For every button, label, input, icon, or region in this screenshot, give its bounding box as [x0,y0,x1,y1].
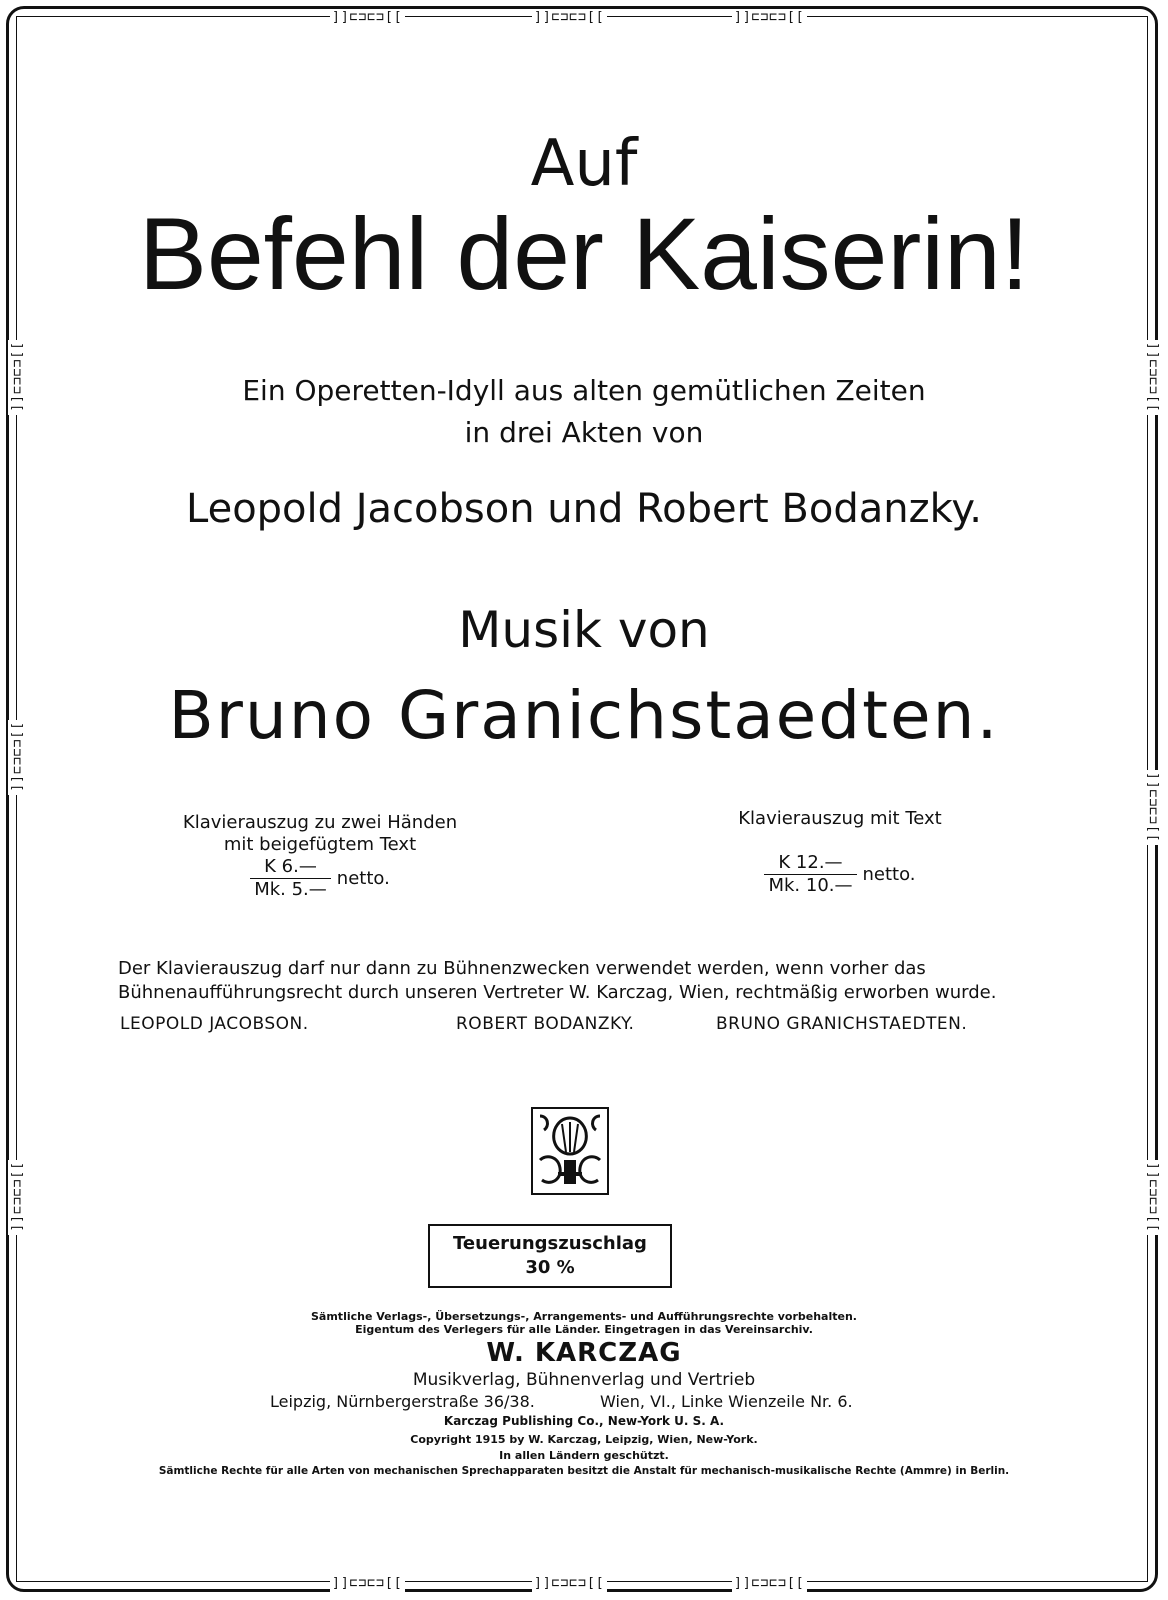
border-ornament: ]]⊏⊐⊏⊐[[ [534,1576,605,1591]
border-ornament: ]]⊏⊐⊏⊐[[ [332,10,403,25]
border-ornament: ]]⊏⊐⊏⊐[[ [9,1162,24,1233]
subtitle-line-2: in drei Akten von [464,416,704,449]
netto-label: netto. [862,863,916,885]
border-ornament: ]]⊏⊐⊏⊐[[ [1145,342,1160,413]
surcharge-percent: 30 % [525,1257,575,1278]
address-wien: Wien, VI., Linke Wienzeile Nr. 6. [600,1392,853,1411]
border-ornament: ]]⊏⊐⊏⊐[[ [9,722,24,793]
copyright-line: Copyright 1915 by W. Karczag, Leipzig, Wien, New-York. [410,1433,758,1446]
publisher-logo-icon [530,1106,610,1196]
edition-label: Klavierauszug mit Text [738,808,942,829]
signature-bodanzky: ROBERT BODANZKY. [456,1014,635,1034]
border-ornament: ]]⊏⊐⊏⊐[[ [9,342,24,413]
price-fraction [764,852,856,897]
stage-rights-notice-line-2: Bühnenaufführungsrecht durch unseren Vertreter W. Karczag, Wien, rechtmäßig erworben wurde. [118,982,997,1003]
edition-piano-with-text [690,808,990,897]
signature-granichstaedten: BRUNO GRANICHSTAEDTEN. [716,1014,968,1034]
title-line-1: Auf [530,127,638,201]
subtitle-line-1: Ein Operetten-Idyll aus alten gemütlichen Zeiten [242,374,926,407]
newyork-branch: Karczag Publishing Co., New-York U. S. A. [443,1414,725,1428]
border-ornament: ]]⊏⊐⊏⊐[[ [534,10,605,25]
rights-reserved: Sämtliche Verlags-, Übersetzungs-, Arrangements- und Aufführungsrechte vorbehalten. [311,1310,857,1323]
music-by-label: Musik von [458,601,710,659]
price-mark: Mk. 10.— [768,875,853,896]
border-ornament: ]]⊏⊐⊏⊐[[ [332,1576,403,1591]
publisher-name: W. KARCZAG [486,1338,682,1368]
publisher-description: Musikverlag, Bühnenverlag und Vertrieb [412,1370,756,1390]
border-ornament: ]]⊏⊐⊏⊐[[ [1145,772,1160,843]
composer-name: Bruno Granichstaedten. [168,677,1000,754]
edition-label: Klavierauszug zu zwei Händen [182,812,458,833]
ownership-notice: Eigentum des Verlegers für alle Länder. Eingetragen in das Vereinsarchiv. [355,1323,813,1336]
price-mark: Mk. 5.— [254,879,327,900]
surcharge-label: Teuerungszuschlag [453,1233,647,1254]
address-leipzig: Leipzig, Nürnbergerstraße 36/38. [270,1392,535,1411]
edition-label-sub [690,830,990,852]
border-ornament: ]]⊏⊐⊏⊐[[ [734,10,805,25]
title-line-2: Befehl der Kaiserin! [138,197,1030,311]
price-kronen: K 12.— [764,852,856,875]
edition-label-sub: mit beigefügtem Text [223,834,417,855]
protection-notice: In allen Ländern geschützt. [499,1449,669,1462]
mechanical-rights-notice: Sämtliche Rechte für alle Arten von mechanischen Sprechapparaten besitzt die Anstalt für mechanisch-musikalische Rechte (Ammre) in Berlin. [158,1465,1010,1477]
border-ornament: ]]⊏⊐⊏⊐[[ [1145,1162,1160,1233]
librettists: Leopold Jacobson und Robert Bodanzky. [186,486,982,532]
signature-jacobson: LEOPOLD JACOBSON. [120,1014,309,1034]
surcharge-box [428,1224,672,1288]
price-fraction [250,856,331,901]
border-ornament: ]]⊏⊐⊏⊐[[ [734,1576,805,1591]
stage-rights-notice-line-1: Der Klavierauszug darf nur dann zu Bühnenzwecken verwendet werden, wenn vorher das [118,958,926,979]
price-kronen: K 6.— [250,856,331,879]
edition-piano-two-hands [140,812,500,901]
netto-label: netto. [336,867,390,889]
